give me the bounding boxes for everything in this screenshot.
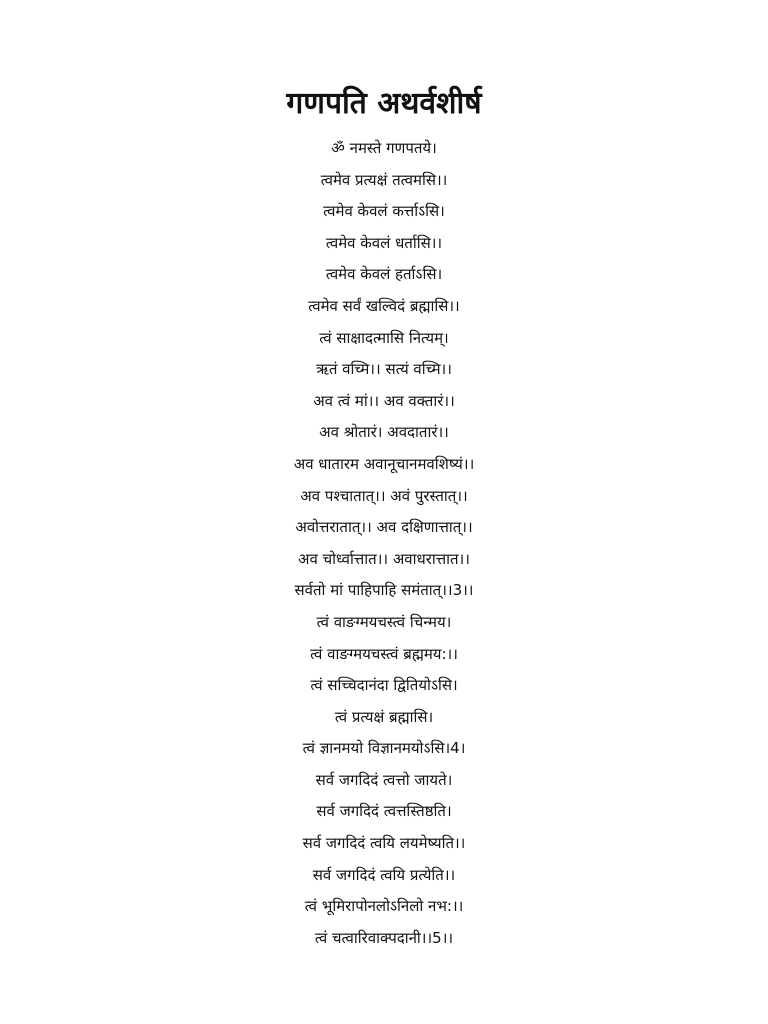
verse-line: त्वमेव प्रत्यक्षं तत्वमसि।। xyxy=(320,170,448,189)
verse-line: सर्व जगदिदं त्वत्तो जायते। xyxy=(315,770,453,789)
verse-line: अव चोर्ध्वात्तात।। अवाधरात्तात।। xyxy=(298,549,470,568)
verse-line: त्वं ज्ञानमयो विज्ञानमयोऽसि।4। xyxy=(302,739,466,758)
verse-list xyxy=(0,133,768,954)
verse-line: ॐ नमस्ते गणपतये। xyxy=(331,139,437,157)
verse-line: त्वं वाङग्मयचस्त्वं ब्रह्ममय:।। xyxy=(310,644,458,663)
verse-line: त्वं भूमिरापोनलोऽनिलो नभ:।। xyxy=(304,897,464,916)
verse-line: सर्वतो मां पाहिपाहि समंतात्।।3।। xyxy=(294,581,474,600)
verse-line: अव त्वं मां।। अव वक्तारं।। xyxy=(313,391,455,410)
verse-line: ऋतं वच्मि।। सत्यं वच्मि।। xyxy=(316,360,452,379)
verse-line: त्वमेव केवलं हर्ताऽसि। xyxy=(325,265,443,284)
document-title: गणपति अथर्वशीर्ष xyxy=(286,86,482,121)
verse-line: त्वं साक्षादत्मासि नित्यम्। xyxy=(319,328,449,347)
verse-line: अवोत्तरातात्।। अव दक्षिणात्तात्।। xyxy=(295,518,473,537)
verse-line: त्वं वाङग्मयचस्त्वं चिन्मय। xyxy=(316,612,452,631)
verse-line: अव पश्चातात्।। अवं पुरस्तात्।। xyxy=(300,486,468,505)
verse-line: त्वमेव केवलं कर्त्ताऽसि। xyxy=(323,202,445,221)
verse-line: सर्व जगदिदं त्वयि लयमेष्यति।। xyxy=(302,834,466,853)
verse-line: त्वं चत्वारिवाक्पदानी।।5।। xyxy=(314,928,454,947)
verse-line: अव धातारम अवानूचानमवशिष्यं।। xyxy=(293,454,475,473)
verse-line: त्वमेव सर्वं खल्विदं ब्रह्मासि।। xyxy=(308,296,460,315)
verse-line: सर्व जगदिदं त्वयि प्रत्येति।। xyxy=(312,865,456,884)
verse-line: अव श्रोतारं। अवदातारं।। xyxy=(319,423,449,442)
verse-line: सर्व जगदिदं त्वत्तस्तिष्ठति। xyxy=(316,802,452,821)
verse-line: त्वं सच्चिदानंदा द्वितियोऽसि। xyxy=(310,676,458,695)
verse-line: त्वमेव केवलं धर्तासि।। xyxy=(325,233,443,252)
verse-line: त्वं प्रत्यक्षं ब्रह्मासि। xyxy=(334,707,434,726)
